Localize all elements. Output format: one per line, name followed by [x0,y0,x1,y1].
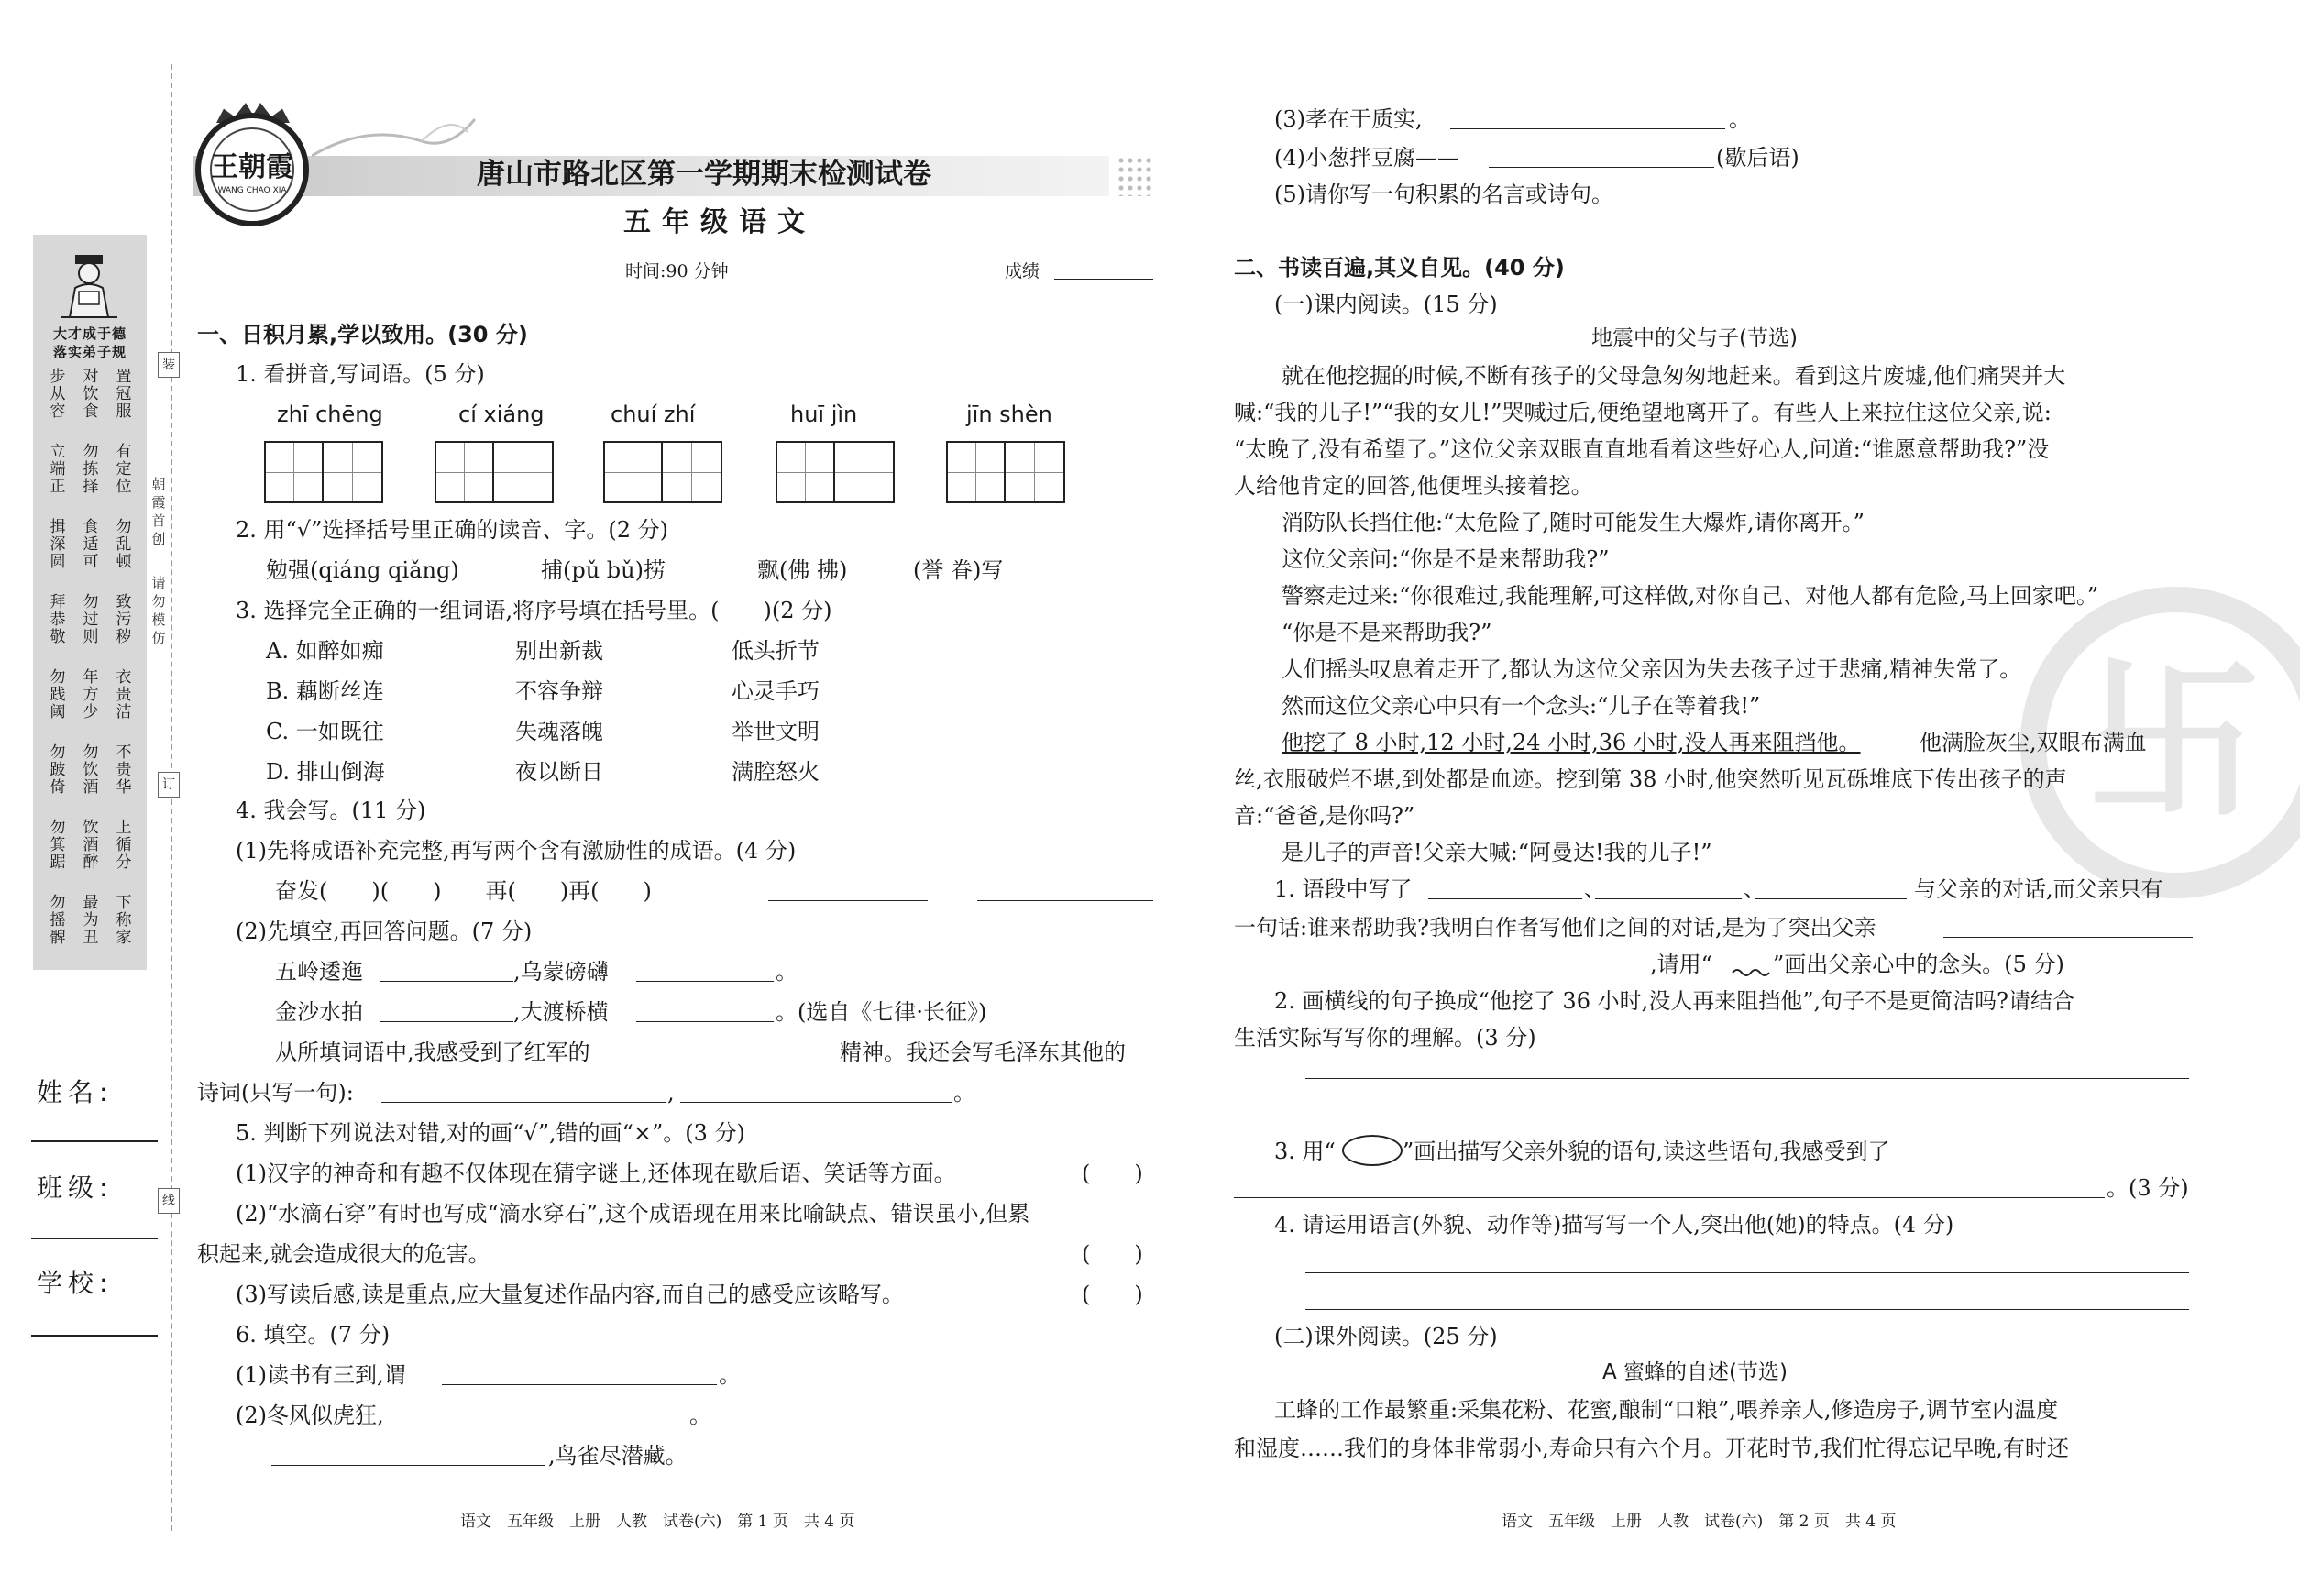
q3-option: 满腔怒火 [732,759,820,785]
rq1e: ,请用“ [1650,952,1712,977]
sidebar-rule: 勿过则 [83,593,99,646]
answer-grid-4[interactable] [776,441,895,503]
passage-1-line: 他满脸灰尘,双眼布满血 [1920,730,2147,755]
sidebar-rule: 下称家 [116,894,132,947]
q4-2-period-a: 。 [776,959,798,985]
sidebar-rule: 步从容 [50,368,66,421]
q6-1-blank[interactable] [442,1384,717,1385]
rq3a: 3. 用“ [1274,1139,1336,1164]
answer-grid-5[interactable] [946,441,1065,503]
rq1d: 一句话:谁来帮助我?我明白作者写他们之间的对话,是为了突出父亲 [1234,915,1876,941]
passage-1-line: 丝,衣服破烂不堪,到处都是血迹。挖到第 38 小时,他突然听见瓦砾堆底下传出孩子的声 [1234,766,2067,792]
sidebar-rule: 饮酒醉 [83,819,99,872]
page-title: 唐山市路北区第一学期期末检测试卷 [477,158,931,191]
sidebar-rule: 置冠服 [116,368,132,421]
rq1b2: 、 [1744,876,1766,902]
passage-1-line: 警察走过来:“你很难过,我能理解,可这样做,对你自己、对他人都有危险,马上回家吧。” [1282,583,2099,609]
q6-1-period: 。 [719,1362,741,1388]
section-2-1: (一)课内阅读。(15 分) [1274,292,1498,317]
q3-option: 低头折节 [732,638,820,664]
r5: (5)请你写一句积累的名言或诗句。 [1274,182,1613,207]
q3-option: 别出新裁 [515,638,603,664]
sidebar-rule: 年方少 [83,668,99,721]
name-label: 姓名: [37,1077,114,1107]
binding-mark-ding: 订 [158,772,180,798]
rq2-line-1[interactable] [1305,1078,2189,1079]
passage-1-line: 音:“爸爸,是你吗?” [1234,803,1415,829]
r3: (3)孝在于质实, [1274,106,1423,132]
sidebar-rule: 勿乱顿 [116,518,132,571]
sidebar-rule: 勿拣择 [83,443,99,496]
q4-2-line-d: 诗词(只写一句): [197,1080,354,1106]
passage-1-title: 地震中的父与子(节选) [1591,326,1798,350]
q5-3-answer[interactable]: ( ) [1082,1282,1143,1307]
q3-option: 不容争辩 [515,678,603,704]
passage-2-title: A 蜜蜂的自述(节选) [1602,1360,1788,1384]
q4-2-blank-b1[interactable] [380,1021,513,1022]
q5-prompt: 5. 判断下列说法对错,对的画“√”,错的画“×”。(3 分) [236,1120,745,1146]
binding-line [171,64,172,1531]
q6-prompt: 6. 填空。(7 分) [236,1322,391,1348]
class-field[interactable] [31,1238,158,1239]
q4-2-prompt: (2)先填空,再回答问题。(7 分) [236,919,533,944]
q6-2-period: 。 [689,1403,711,1428]
q5-2-answer[interactable]: ( ) [1082,1241,1143,1267]
sidebar-rule: 勿跛倚 [50,743,66,797]
q3-prompt: 3. 选择完全正确的一组词语,将序号填在括号里。( )(2 分) [236,598,832,623]
rq3b: ”画出描写父亲外貌的语句,读这些语句,我感受到了 [1403,1139,1890,1164]
rq1-blank-3[interactable] [1755,898,1907,899]
page-footer-1: 语文 五年级 上册 人教 试卷(六) 第 1 页 共 4 页 [460,1513,855,1531]
q4-1-fill[interactable]: 奋发( )( ) 再( )再( ) [275,878,652,904]
rq1a: 1. 语段中写了 [1274,876,1413,902]
wavy-line-icon [1731,963,1771,980]
q5-2b: 积起来,就会造成很大的危害。 [197,1241,490,1267]
q4-1-prompt: (1)先将成语补充完整,再写两个含有激励性的成语。(4 分) [236,838,797,864]
name-field[interactable] [31,1140,158,1142]
rq1c: 与父亲的对话,而父亲只有 [1914,876,2163,902]
rq1f: ”画出父亲心中的念头。(5 分) [1773,952,2064,977]
sidebar-rule: 揖深圆 [50,518,66,571]
passage-1-line: 然而这位父亲心中只有一个念头:“儿子在等着我!” [1282,693,1761,719]
school-field[interactable] [31,1335,158,1337]
q3-option: C. 一如既往 [266,719,384,744]
q2-item-2[interactable]: 捕(pǔ bǔ)捞 [541,557,666,583]
ribbon-decoration [312,114,477,160]
q4-2-line-c2: 精神。我还会写毛泽东其他的 [840,1040,1126,1065]
pinyin-3: chuí zhí [611,402,696,427]
q4-1-blank-1[interactable] [768,900,928,901]
q1-prompt: 1. 看拼音,写词语。(5 分) [236,361,485,387]
rq3-blank-2[interactable] [1234,1197,2105,1198]
q6-1: (1)读书有三到,谓 [236,1362,406,1388]
oval-mark-icon [1342,1135,1403,1166]
scholar-figure [59,251,119,321]
q6-3: ,鸟雀尽潜藏。 [548,1443,688,1469]
q4-2-line-a2: ,乌蒙磅礴 [513,959,609,985]
sidebar-rule: 最为丑 [83,894,99,947]
rq2a: 2. 画横线的句子换成“他挖了 36 小时,没人再来阻挡他”,句子不是更简洁吗?请结合 [1274,988,2074,1014]
rq1b: 、 [1584,876,1606,902]
q4-2-line-c1: 从所填词语中,我感受到了红军的 [275,1040,590,1065]
r4b: (歇后语) [1716,145,1799,171]
rq1-blank-1[interactable] [1428,898,1582,899]
q4-2-comma-d: , [667,1080,675,1106]
sidebar-rule: 勿摇髀 [50,894,66,947]
passage-1-line: “你是不是来帮助我?” [1282,620,1492,645]
exam-time: 时间:90 分钟 [625,261,729,281]
q2-item-3[interactable]: 飘(佛 拂) [757,557,848,583]
q4-2-blank-d1[interactable] [381,1102,666,1103]
q4-2-line-b2: ,大渡桥横 [513,999,609,1025]
q3-option: 心灵手巧 [732,678,820,704]
school-label: 学校: [37,1268,114,1298]
binding-mark-zhuang: 装 [158,352,180,378]
q6-2: (2)冬风似虎狂, [236,1403,384,1428]
q3-option: 夜以断日 [515,759,603,785]
sidebar-rule: 勿饮酒 [83,743,99,797]
section-2-2: (二)课外阅读。(25 分) [1274,1324,1498,1349]
section-1-heading: 一、日积月累,学以致用。(30 分) [197,322,528,347]
publisher-logo: 王朝霞 WANG CHAO XIA [195,113,309,226]
q4-prompt: 4. 我会写。(11 分) [236,798,426,823]
q3-option: 失魂落魄 [515,719,603,744]
page-footer-2: 语文 五年级 上册 人教 试卷(六) 第 2 页 共 4 页 [1502,1513,1897,1531]
passage-1-line: 这位父亲问:“你是不是来帮助我?” [1282,546,1610,572]
passage-1-line: 人给他肯定的回答,他便埋头接着挖。 [1234,473,1593,499]
q4-2-blank-b2[interactable] [636,1021,774,1022]
passage-1-line: “太晚了,没有希望了。”这位父亲双眼直直地看着这些好心人,问道:“谁愿意帮助我?”没 [1234,436,2050,462]
sidebar-rule: 勿践阈 [50,668,66,721]
pinyin-1: zhī chēng [277,402,383,427]
page-subtitle: 五年级语文 [623,206,816,238]
passage-1-line: 他挖了 8 小时,12 小时,24 小时,36 小时,没人再来阻挡他。 [1282,730,1861,755]
rq4: 4. 请运用语言(外貌、动作等)描写写一个人,突出他(她)的特点。(4 分) [1274,1212,1954,1238]
score-field[interactable] [1054,279,1153,280]
sidebar-note-a: 朝霞首创 [151,476,166,547]
q4-2-blank-a2[interactable] [636,981,774,982]
q2-item-1[interactable]: 勉强(qiáng qiǎng) [266,557,459,583]
passage-2-line-2: 和湿度……我们的身体非常弱小,寿命只有六个月。开花时节,我们忙得忘记早晚,有时还 [1234,1436,2069,1461]
r3-blank[interactable] [1450,128,1725,129]
q3-option: 举世文明 [732,719,820,744]
sidebar-motto: 大才成于德 落实弟子规 [52,325,127,360]
q6-3-blank[interactable] [271,1465,545,1466]
sidebar-rule: 立端正 [50,443,66,496]
title-band-dots [1117,156,1155,196]
passage-1-line: 消防队长挡住他:“太危险了,随时可能发生大爆炸,请你离开。” [1282,510,1865,535]
passage-1-line: 是儿子的声音!父亲大喊:“阿曼达!我的儿子!” [1282,840,1712,865]
rq2b: 生活实际写写你的理解。(3 分) [1234,1025,1536,1051]
sidebar-rule: 衣贵洁 [116,668,132,721]
answer-grid-1[interactable] [264,441,383,503]
rq1-blank-2[interactable] [1595,898,1742,899]
q2-prompt: 2. 用“√”选择括号里正确的读音、字。(2 分) [236,517,668,543]
q2-item-4[interactable]: (誉 眷)写 [913,557,1004,583]
q5-2a: (2)“水滴石穿”有时也写成“滴水穿石”,这个成语现在用来比喻缺点、错误虽小,但累 [236,1201,1030,1227]
q3-option: D. 排山倒海 [266,759,385,785]
sidebar-rule: 拜恭敬 [50,593,66,646]
passage-2-line-1: 工蜂的工作最繁重:采集花粉、花蜜,酿制“口粮”,喂养亲人,修造房子,调节室内温度 [1274,1397,2059,1423]
binding-mark-xian: 线 [158,1188,180,1214]
section-2-heading: 二、书读百遍,其义自见。(40 分) [1234,255,1565,281]
sidebar-rule: 对饮食 [83,368,99,421]
sidebar-rule: 勿箕踞 [50,819,66,872]
score-label: 成绩 [1005,261,1040,281]
answer-grid-3[interactable] [603,441,722,503]
q4-1-blank-2[interactable] [977,900,1153,901]
sidebar-panel [33,235,147,970]
passage-1-line: 喊:“我的儿子!”“我的女儿!”哭喊过后,便绝望地离开了。有些人上来拉住这位父亲,说: [1234,400,2052,425]
q4-2-line-a1: 五岭逶迤 [275,959,363,985]
rq4-line-1[interactable] [1305,1272,2189,1273]
pinyin-2: cí xiáng [458,402,545,427]
sidebar-rule: 不贵华 [116,743,132,797]
pinyin-5: jīn shèn [966,402,1052,427]
passage-1-line: 就在他挖掘的时候,不断有孩子的父母急匆匆地赶来。看到这片废墟,他们痛哭并大 [1282,363,2066,389]
r3-period: 。 [1729,106,1751,132]
q3-option: B. 藕断丝连 [266,678,384,704]
sidebar-rule: 食适可 [83,518,99,571]
sidebar-note-b: 请勿模仿 [151,575,166,646]
rq4-line-2[interactable] [1305,1309,2189,1310]
q4-2-blank-a1[interactable] [380,981,513,982]
pinyin-4: huī jìn [790,402,858,427]
sidebar-rule: 上循分 [116,819,132,872]
q5-3: (3)写读后感,读是重点,应大量复述作品内容,而自己的感受应该略写。 [236,1282,904,1307]
q5-1-answer[interactable]: ( ) [1082,1161,1143,1186]
answer-grid-2[interactable] [435,441,554,503]
watermark-seal: 卐 [2020,587,2300,898]
q4-2-blank-d2[interactable] [680,1102,952,1103]
class-label: 班级: [37,1172,114,1203]
q4-2-period-d: 。 [953,1080,975,1106]
rq3c: 。(3 分) [2107,1175,2189,1201]
sidebar-rule: 有定位 [116,443,132,496]
passage-1-line: 人们摇头叹息着走开了,都认为这位父亲因为失去孩子过于悲痛,精神失常了。 [1282,656,2022,682]
q4-2-line-b3: 。(选自《七律·长征》) [776,999,987,1025]
q5-1: (1)汉字的神奇和有趣不仅体现在猜字谜上,还体现在歇后语、笑话等方面。 [236,1161,956,1186]
q3-option: A. 如醉如痴 [266,638,384,664]
r4-blank[interactable] [1489,167,1714,168]
rq1-blank-4[interactable] [1943,937,2193,938]
q4-2-line-b1: 金沙水拍 [275,999,363,1025]
sidebar-rule: 致污秽 [116,593,132,646]
r4a: (4)小葱拌豆腐—— [1274,145,1459,171]
